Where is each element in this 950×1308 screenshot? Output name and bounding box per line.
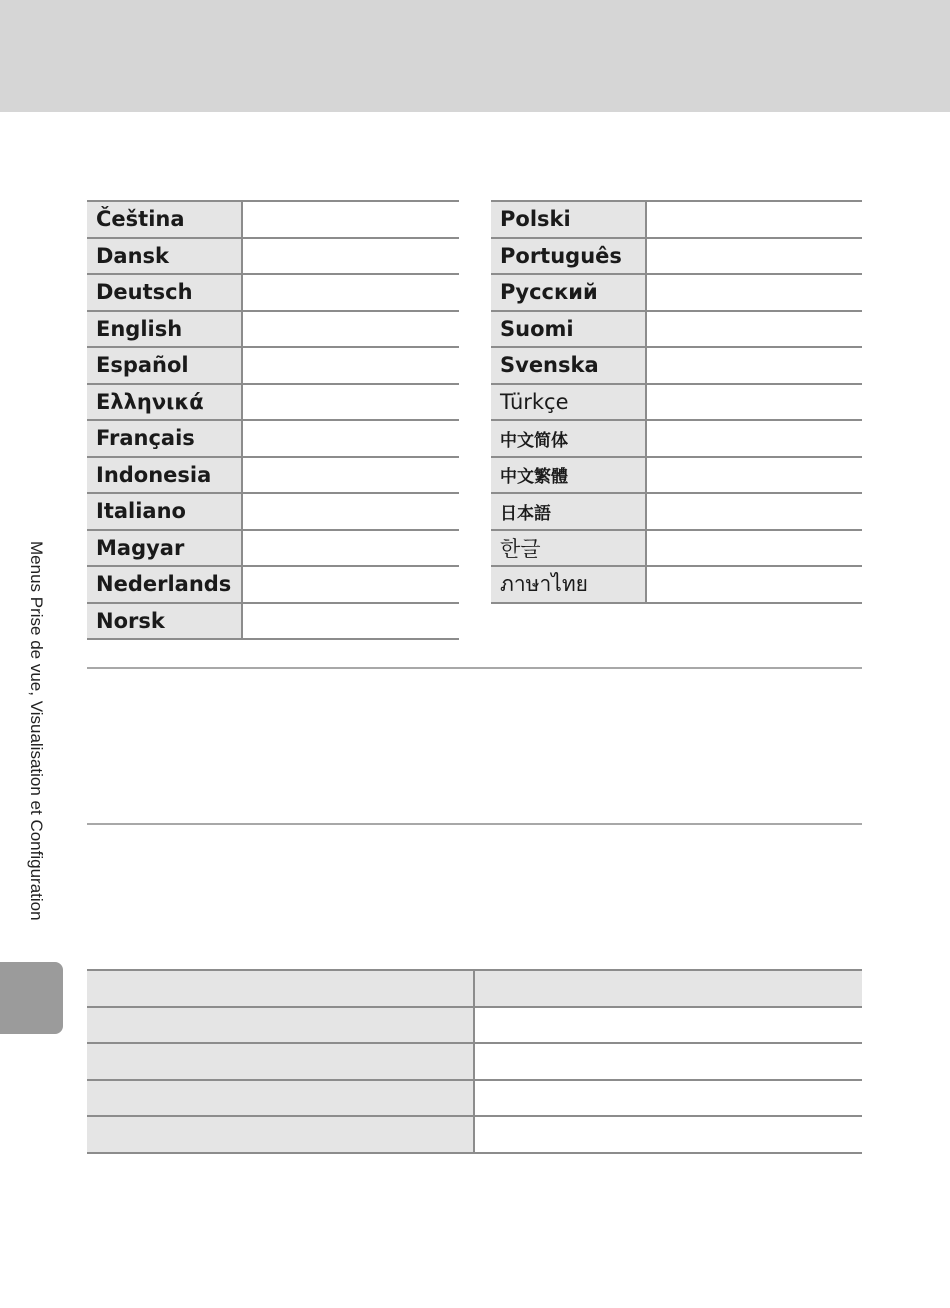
language-row [87, 346, 459, 383]
language-description-cell [243, 348, 459, 383]
language-description-cell [243, 275, 459, 310]
language-description-cell [647, 348, 862, 383]
language-name: Polski [491, 202, 647, 237]
language-row [491, 456, 862, 493]
table-header-row [87, 969, 862, 1006]
language-name: ภาษาไทย [491, 567, 647, 602]
language-description-cell [243, 494, 459, 529]
language-row [491, 529, 862, 566]
language-row [491, 200, 862, 237]
language-description-cell [647, 312, 862, 347]
language-description-cell [243, 604, 459, 639]
language-row [87, 310, 459, 347]
table-row [87, 1079, 862, 1116]
table-row [87, 1042, 862, 1079]
language-description-cell [243, 531, 459, 566]
language-name: Ελληνικά [87, 385, 243, 420]
language-description-cell [243, 312, 459, 347]
table-cell [87, 1008, 475, 1043]
language-description-cell [647, 202, 862, 237]
language-name: Русский [491, 275, 647, 310]
section-divider [87, 823, 862, 825]
language-row [87, 383, 459, 420]
table-cell [475, 1008, 862, 1043]
table-cell [87, 1117, 475, 1152]
language-table-right [491, 200, 862, 604]
section-divider [87, 667, 862, 669]
language-name: 中文繁體 [491, 458, 647, 493]
chapter-tab [0, 962, 63, 1034]
language-row [491, 273, 862, 310]
language-row [87, 602, 459, 641]
language-row [87, 456, 459, 493]
language-name: Italiano [87, 494, 243, 529]
language-row [87, 200, 459, 237]
language-table-left [87, 200, 459, 640]
language-description-cell [243, 458, 459, 493]
language-row [87, 273, 459, 310]
table-row [87, 1115, 862, 1154]
language-name: 한글 [491, 531, 647, 566]
language-name: Čeština [87, 202, 243, 237]
language-description-cell [647, 531, 862, 566]
language-row [491, 310, 862, 347]
table-cell [475, 971, 862, 1006]
language-description-cell [647, 458, 862, 493]
language-description-cell [647, 275, 862, 310]
language-name: Suomi [491, 312, 647, 347]
table-cell [87, 1044, 475, 1079]
header-band [0, 0, 950, 112]
language-description-cell [647, 239, 862, 274]
language-description-cell [243, 385, 459, 420]
table-cell [475, 1081, 862, 1116]
language-name: Norsk [87, 604, 243, 639]
language-row [491, 492, 862, 529]
language-description-cell [243, 421, 459, 456]
language-row [491, 565, 862, 604]
table-cell [475, 1044, 862, 1079]
language-description-cell [243, 567, 459, 602]
language-name: English [87, 312, 243, 347]
language-name: Svenska [491, 348, 647, 383]
language-name: 日本語 [491, 494, 647, 529]
language-row [87, 492, 459, 529]
language-description-cell [647, 421, 862, 456]
table-cell [87, 1081, 475, 1116]
language-name: Français [87, 421, 243, 456]
language-name: Nederlands [87, 567, 243, 602]
language-name: Magyar [87, 531, 243, 566]
language-row [87, 419, 459, 456]
language-row [87, 237, 459, 274]
language-name: Indonesia [87, 458, 243, 493]
language-name: Deutsch [87, 275, 243, 310]
language-description-cell [243, 239, 459, 274]
language-row [491, 237, 862, 274]
table-row [87, 1006, 862, 1043]
side-section-label: Menus Prise de vue, Visualisation et Configuration [27, 541, 46, 921]
table-cell [87, 971, 475, 1006]
settings-table [87, 969, 862, 1154]
language-name: Dansk [87, 239, 243, 274]
language-description-cell [243, 202, 459, 237]
language-description-cell [647, 567, 862, 602]
language-name: Español [87, 348, 243, 383]
language-description-cell [647, 385, 862, 420]
language-row [491, 346, 862, 383]
language-name: 中文简体 [491, 421, 647, 456]
language-row [87, 565, 459, 602]
language-row [491, 419, 862, 456]
language-description-cell [647, 494, 862, 529]
table-cell [475, 1117, 862, 1152]
language-row [491, 383, 862, 420]
language-name: Português [491, 239, 647, 274]
language-row [87, 529, 459, 566]
language-name: Türkçe [491, 385, 647, 420]
